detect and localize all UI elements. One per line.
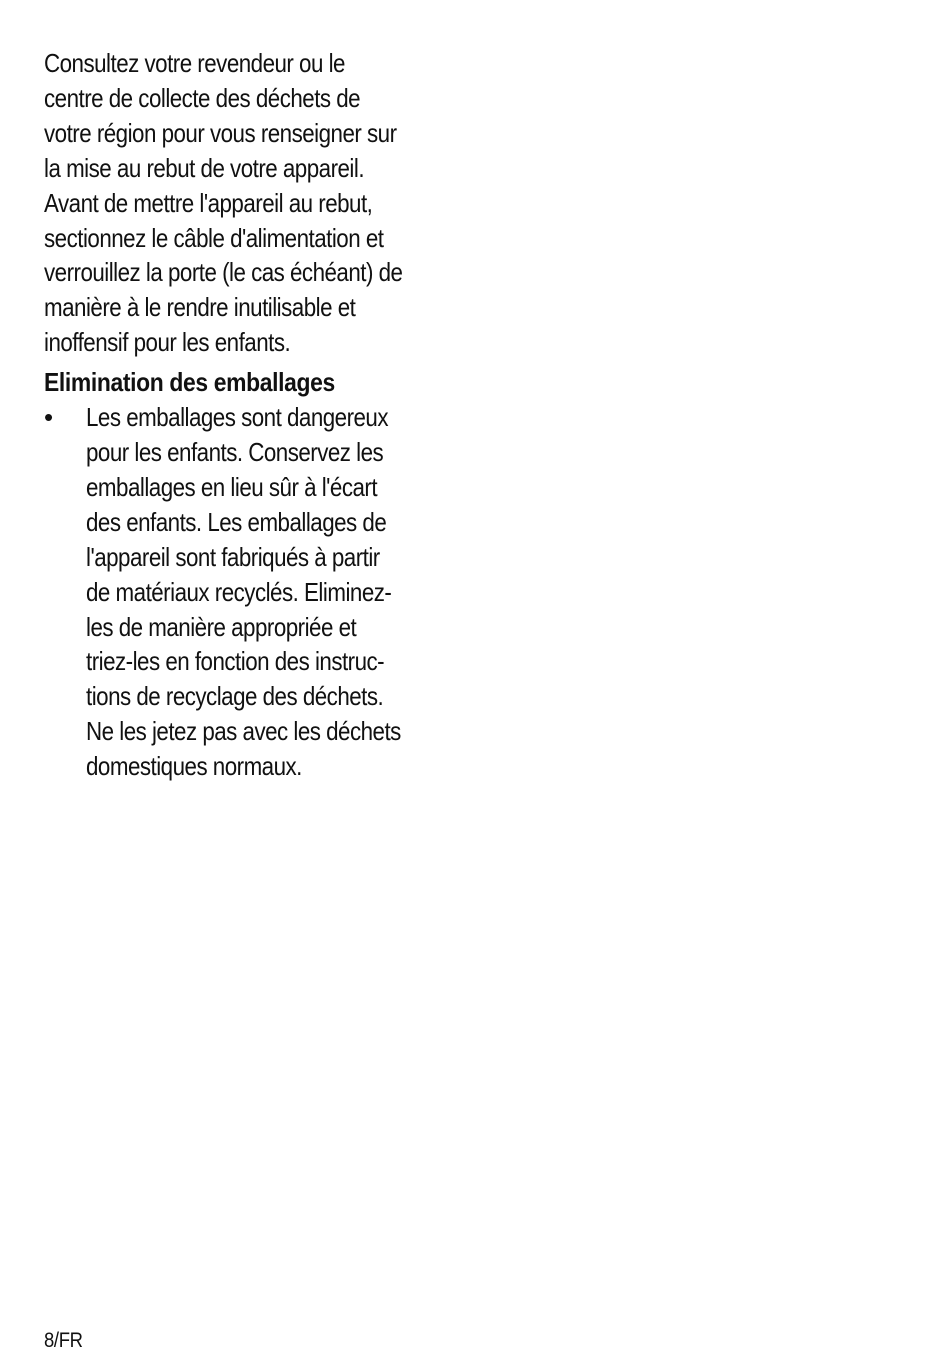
- bullet-line: les de manière appropriée et: [86, 611, 357, 642]
- intro-paragraph: [44, 46, 474, 360]
- bullet-line: des enfants. Les emballages de: [86, 506, 387, 537]
- main-content: [44, 46, 474, 784]
- bullet-line: Les emballages sont dangereux: [86, 402, 389, 433]
- intro-line: inoffensif pour les enfants.: [44, 327, 291, 358]
- section-heading: Elimination des emballages: [44, 367, 335, 398]
- intro-line: Avant de mettre l'appareil au rebut,: [44, 187, 373, 218]
- intro-line: la mise au rebut de votre appareil.: [44, 152, 365, 183]
- intro-line: verrouillez la porte (le cas échéant) de: [44, 257, 403, 288]
- bullet-line: l'appareil sont fabriqués à partir: [86, 541, 380, 572]
- intro-line: Consultez votre revendeur ou le: [44, 48, 345, 78]
- intro-line: votre région pour vous renseigner sur: [44, 117, 397, 148]
- intro-line: sectionnez le câble d'alimentation et: [44, 222, 384, 253]
- bullet-icon: •: [44, 402, 54, 433]
- bullet-line: emballages en lieu sûr à l'écart: [86, 471, 378, 502]
- bullet-line: domestiques normaux.: [86, 751, 302, 782]
- page-number: 8/FR: [44, 1329, 83, 1352]
- bullet-line: de matériaux recyclés. Eliminez-: [86, 576, 392, 607]
- bullet-line: triez-les en fonction des instruc-: [86, 646, 385, 677]
- intro-line: centre de collecte des déchets de: [44, 82, 361, 113]
- bullet-line: pour les enfants. Conservez les: [86, 436, 384, 467]
- bullet-line: tions de recyclage des déchets.: [86, 681, 384, 712]
- bullet-item-packaging: [44, 400, 474, 784]
- bullet-line: Ne les jetez pas avec les déchets: [86, 716, 401, 747]
- intro-line: manière à le rendre inutilisable et: [44, 292, 356, 323]
